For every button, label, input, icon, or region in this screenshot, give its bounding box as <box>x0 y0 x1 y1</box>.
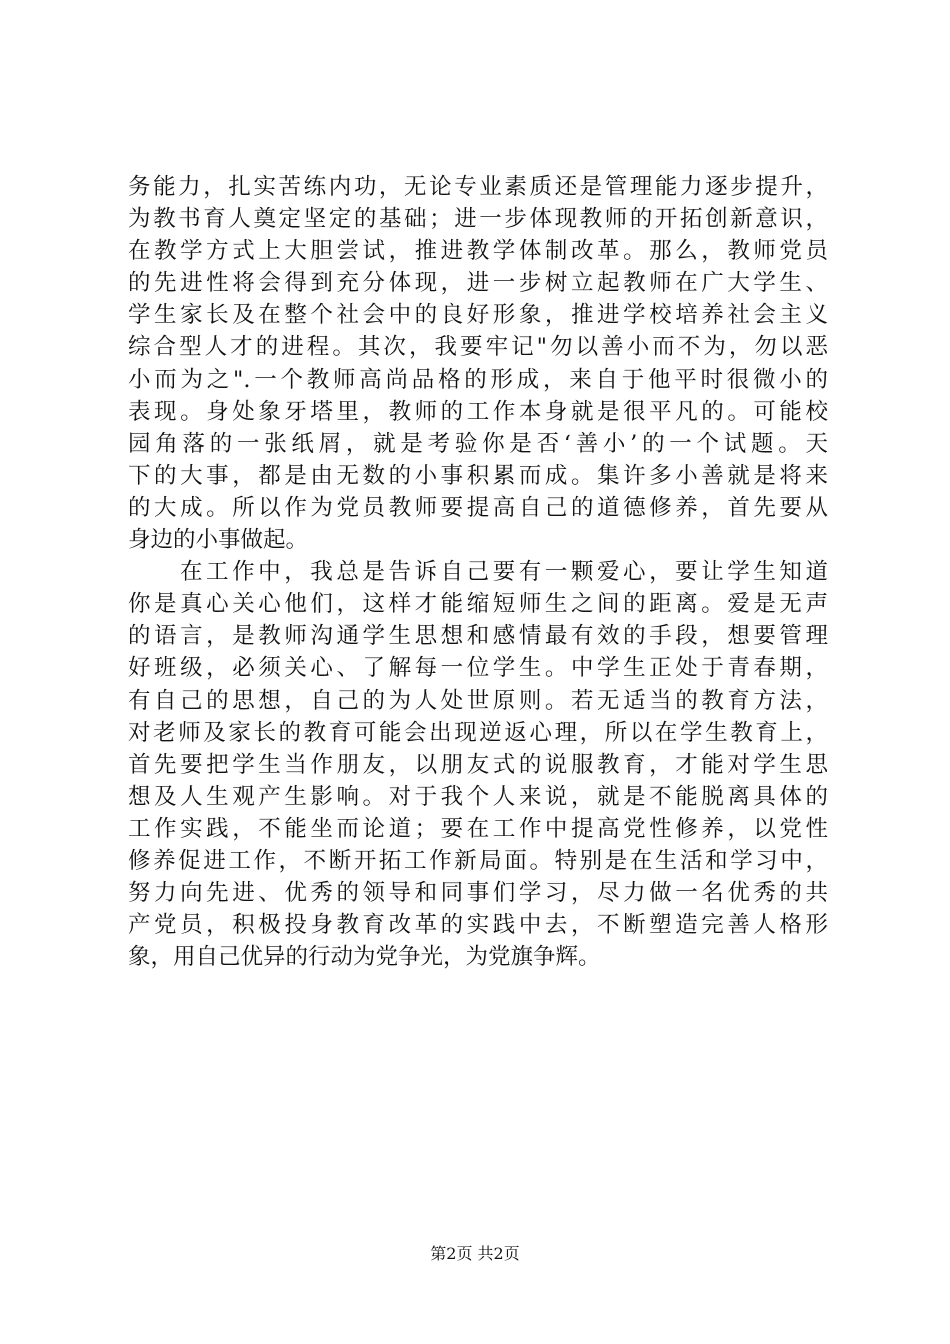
document-body <box>128 171 828 973</box>
text-line: 努力向先进、优秀的领导和同事们学习，尽力做一名优秀的共 <box>128 880 828 907</box>
text-line: 学生家长及在整个社会中的良好形象，推进学校培养社会主义 <box>128 302 828 329</box>
text-line: 综合型人才的进程。其次，我要牢记"勿以善小而不为，勿以恶 <box>128 334 828 361</box>
text-line: 为教书育人奠定坚定的基础；进一步体现教师的开拓创新意识， <box>128 206 828 233</box>
page-footer <box>0 1244 950 1264</box>
text-line: 工作实践，不能坐而论道；要在工作中提高党性修养，以党性 <box>128 815 828 842</box>
paragraph <box>128 556 828 973</box>
text-line: 身边的小事做起。 <box>128 527 309 554</box>
paragraph <box>128 171 828 556</box>
text-line: 的语言，是教师沟通学生思想和感情最有效的手段，想要管理 <box>128 623 828 650</box>
text-line: 首先要把学生当作朋友，以朋友式的说服教育，才能对学生思 <box>128 751 828 778</box>
page-number-current: 第2页 <box>430 1244 473 1263</box>
text-line: 对老师及家长的教育可能会出现逆返心理，所以在学生教育上， <box>128 719 828 746</box>
text-line: 的先进性将会得到充分体现，进一步树立起教师在广大学生、 <box>128 270 828 297</box>
text-line: 表现。身处象牙塔里，教师的工作本身就是很平凡的。可能校 <box>128 398 828 425</box>
text-line: 产党员，积极投身教育改革的实践中去，不断塑造完善人格形 <box>128 912 828 939</box>
text-line: 在教学方式上大胆尝试，推进教学体制改革。那么，教师党员 <box>128 238 828 265</box>
text-line: 象，用自己优异的行动为党争光，为党旗争辉。 <box>128 944 601 971</box>
text-line: 你是真心关心他们，这样才能缩短师生之间的距离。爱是无声 <box>128 591 828 618</box>
text-line: 园角落的一张纸屑，就是考验你是否‘善小’的一个试题。天 <box>128 430 828 457</box>
text-line: 小而为之".一个教师高尚品格的形成，来自于他平时很微小的 <box>128 366 828 393</box>
text-line: 在工作中，我总是告诉自己要有一颗爱心，要让学生知道 <box>180 559 828 586</box>
text-line: 的大成。所以作为党员教师要提高自己的道德修养，首先要从 <box>128 494 828 521</box>
text-line: 好班级，必须关心、了解每一位学生。中学生正处于青春期， <box>128 655 828 682</box>
text-line: 下的大事，都是由无数的小事积累而成。集许多小善就是将来 <box>128 462 828 489</box>
text-line: 务能力，扎实苦练内功，无论专业素质还是管理能力逐步提升， <box>128 174 828 200</box>
page-number-total: 共2页 <box>477 1244 520 1263</box>
text-line: 有自己的思想，自己的为人处世原则。若无适当的教育方法， <box>128 687 828 714</box>
text-line: 想及人生观产生影响。对于我个人来说，就是不能脱离具体的 <box>128 783 828 810</box>
text-line: 修养促进工作，不断开拓工作新局面。特别是在生活和学习中， <box>128 847 828 874</box>
